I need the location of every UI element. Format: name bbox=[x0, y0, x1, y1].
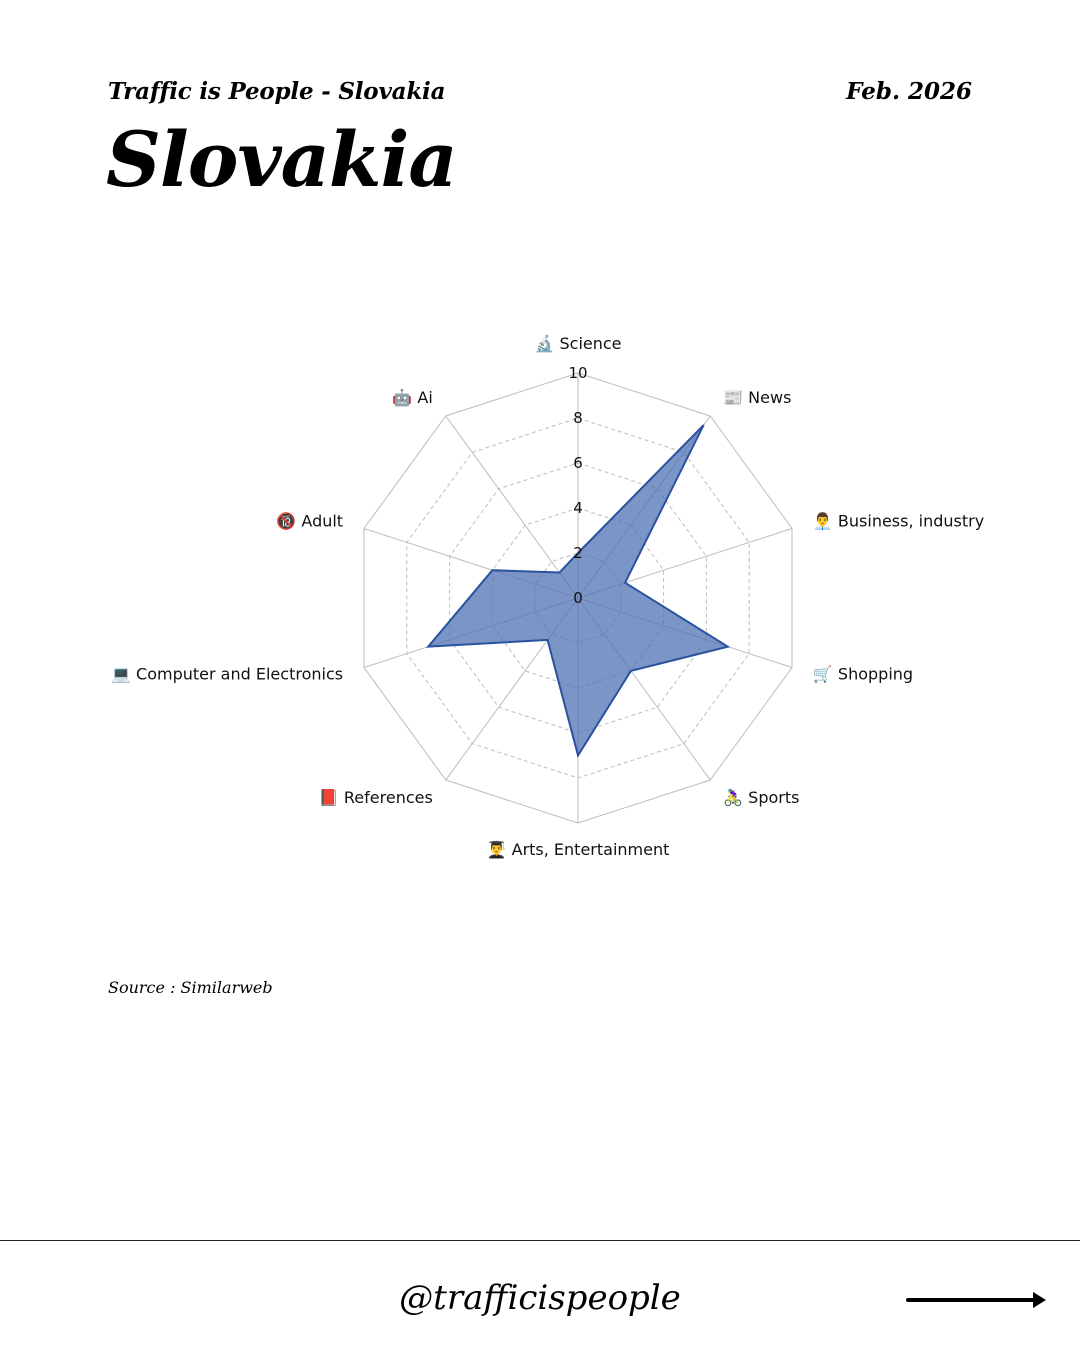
tick-label: 0 bbox=[573, 589, 583, 607]
arrow-right-icon[interactable] bbox=[905, 1286, 1050, 1316]
axis-label: 👨‍🎓 Arts, Entertainment bbox=[486, 840, 670, 859]
axis-label: 🚴‍♀️ Sports bbox=[723, 787, 800, 807]
footer-divider bbox=[0, 1240, 1080, 1241]
axis-label: 🤖 Ai bbox=[392, 388, 433, 408]
social-handle[interactable]: @trafficispeople bbox=[399, 1278, 681, 1318]
source-note: Source : Similarweb bbox=[108, 978, 273, 997]
data-point bbox=[578, 755, 579, 756]
axis-label: 🔬 Science bbox=[534, 334, 622, 353]
data-point bbox=[547, 639, 548, 640]
axis-label: 💻 Computer and Electronics bbox=[111, 664, 344, 684]
tick-label: 10 bbox=[568, 364, 588, 382]
axis-label: 🛒 Shopping bbox=[812, 664, 914, 684]
page-title: Slovakia bbox=[106, 115, 457, 204]
tick-label: 8 bbox=[573, 409, 583, 427]
axis-label: 📕 References bbox=[318, 787, 433, 807]
tick-label: 2 bbox=[573, 544, 583, 562]
tick-label: 4 bbox=[573, 499, 583, 517]
data-point bbox=[428, 646, 429, 647]
axis-label: 📰 News bbox=[723, 388, 792, 408]
series-label: Traffic is People - Slovakia bbox=[108, 78, 446, 105]
data-point bbox=[559, 572, 560, 573]
data-point bbox=[727, 646, 728, 647]
data-point bbox=[492, 570, 493, 571]
data-point bbox=[630, 670, 631, 671]
data-point bbox=[625, 582, 626, 583]
data-point bbox=[703, 425, 704, 426]
axis-label: 🔞 Adult bbox=[276, 511, 344, 531]
date-label: Feb. 2026 bbox=[846, 78, 972, 105]
tick-label: 6 bbox=[573, 454, 583, 472]
axis-label: 👨‍💼 Business, industry bbox=[812, 511, 985, 531]
